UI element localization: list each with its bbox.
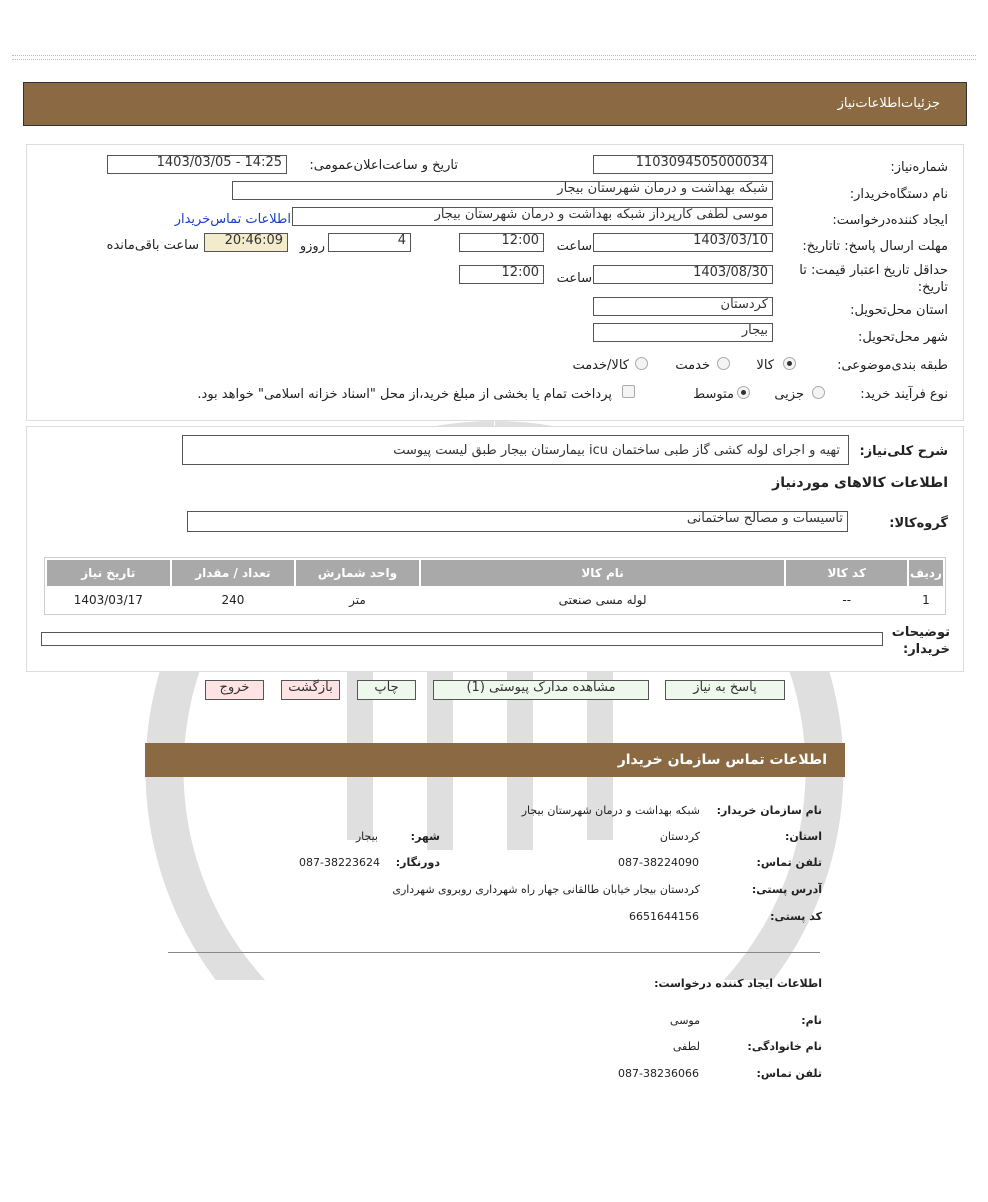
cell-row: 1 bbox=[922, 593, 930, 607]
back-button[interactable]: بازگشت bbox=[281, 680, 340, 700]
creator-name-label: نام: bbox=[801, 1014, 822, 1027]
creator-phone-value: 087-38236066 bbox=[618, 1067, 699, 1080]
creator-name-value: موسی bbox=[670, 1014, 700, 1027]
creator-family-label: نام خانوادگی: bbox=[747, 1040, 822, 1053]
page-title: جزئیات‌اطلاعات‌نیاز bbox=[837, 96, 940, 111]
col-row: ردیف bbox=[909, 560, 943, 586]
announce-label: تاریخ و ساعت‌اعلان‌عمومی: bbox=[309, 158, 458, 173]
contact-city-value: بیجار bbox=[355, 830, 378, 843]
summary-field: تهیه و اجرای لوله کشی گاز طبی ساختمان icu بیمارستان بیجار طبق لیست پیوست bbox=[182, 435, 849, 465]
fax-label: دورنگار: bbox=[395, 856, 440, 869]
announce-field: 1403/03/05 - 14:25 bbox=[107, 155, 287, 174]
city-field: بیجار bbox=[593, 323, 773, 342]
category-option-goods: کالا bbox=[756, 358, 774, 373]
category-radio-service[interactable] bbox=[717, 357, 730, 370]
phone-label: تلفن تماس: bbox=[756, 856, 822, 869]
need-number-field: 1103094505000034 bbox=[593, 155, 773, 174]
need-number-label: شماره‌نیاز: bbox=[890, 160, 948, 175]
cell-code: -- bbox=[842, 593, 852, 607]
contact-title: اطلاعات تماس سازمان خریدار bbox=[617, 752, 827, 768]
summary-label: شرح کلی‌نیاز: bbox=[859, 444, 948, 459]
org-value: شبکه بهداشت و درمان شهرستان بیجار bbox=[521, 804, 700, 817]
category-radio-goods[interactable] bbox=[783, 357, 796, 370]
process-option-minor: جزیی bbox=[774, 387, 804, 402]
deadline-time-label: ساعت bbox=[556, 239, 592, 254]
creator-phone-label: تلفن تماس: bbox=[756, 1067, 822, 1080]
validity-time-field: 12:00 bbox=[459, 265, 544, 284]
contact-header bbox=[145, 743, 845, 777]
deadline-time-field: 12:00 bbox=[459, 233, 544, 252]
cell-name: لوله مسی صنعتی bbox=[558, 593, 647, 607]
category-label: طبقه بندی‌موضوعی: bbox=[837, 358, 948, 373]
validity-date-field: 1403/08/30 bbox=[593, 265, 773, 284]
buyer-contact-link[interactable]: اطلاعات تماس‌خریدار bbox=[174, 212, 291, 227]
goods-table-frame bbox=[44, 557, 946, 615]
province-label: استان محل‌تحویل: bbox=[850, 303, 948, 318]
contact-province-label: استان: bbox=[785, 830, 822, 843]
cell-date: 1403/03/17 bbox=[73, 593, 143, 607]
contact-divider bbox=[168, 952, 820, 953]
city-label: شهر محل‌تحویل: bbox=[858, 330, 948, 345]
address-label: آدرس پستی: bbox=[751, 883, 822, 896]
print-button[interactable]: چاپ bbox=[357, 680, 416, 700]
postal-label: کد پستی: bbox=[770, 910, 822, 923]
buyer-notes-label: توضیحات خریدار: bbox=[891, 625, 950, 657]
process-option-medium: متوسط bbox=[693, 387, 734, 402]
process-radio-medium[interactable] bbox=[737, 386, 750, 399]
org-label: نام سازمان خریدار: bbox=[716, 804, 822, 817]
days-label: روزو bbox=[299, 239, 325, 254]
address-value: کردستان بیجار خیابان طالقانی جهار راه شهرداری روبروی شهرداری bbox=[392, 883, 700, 896]
treasury-checkbox[interactable] bbox=[622, 385, 635, 398]
attachments-button[interactable]: مشاهده مدارک پیوستی (1) bbox=[433, 680, 649, 700]
col-code: کد کالا bbox=[786, 560, 907, 586]
page-header bbox=[23, 82, 967, 126]
fax-value: 087-38223624 bbox=[299, 856, 380, 869]
goods-title: اطلاعات کالاهای موردنیاز bbox=[772, 475, 948, 491]
table-row bbox=[47, 588, 943, 612]
validity-time-label: ساعت bbox=[556, 271, 592, 286]
creator-info-title: اطلاعات ایجاد کننده درخواست: bbox=[654, 977, 822, 990]
cell-qty: 240 bbox=[221, 593, 245, 607]
category-option-both: کالا/خدمت bbox=[572, 358, 629, 373]
contact-city-label: شهر: bbox=[410, 830, 440, 843]
creator-label: ایجاد کننده‌درخواست: bbox=[832, 213, 948, 228]
category-option-service: خدمت bbox=[675, 358, 710, 373]
col-name: نام کالا bbox=[421, 560, 785, 586]
goods-table bbox=[45, 558, 945, 614]
deadline-date-field: 1403/03/10 bbox=[593, 233, 773, 252]
buyer-org-field: شبکه بهداشت و درمان شهرستان بیجار bbox=[232, 181, 773, 200]
contact-province-value: کردستان bbox=[659, 830, 700, 843]
col-date: تاریخ نیاز bbox=[47, 560, 170, 586]
col-unit: واحد شمارش bbox=[296, 560, 419, 586]
group-label: گروه‌کالا: bbox=[889, 516, 948, 531]
category-radio-both[interactable] bbox=[635, 357, 648, 370]
group-field: تاسیسات و مصالح ساختمانی bbox=[187, 511, 848, 532]
top-divider bbox=[12, 55, 976, 60]
days-field: 4 bbox=[328, 233, 411, 252]
remaining-label: ساعت باقی‌مانده bbox=[106, 238, 199, 253]
buyer-org-label: نام دستگاه‌خریدار: bbox=[849, 187, 948, 202]
treasury-note: پرداخت تمام یا بخشی از مبلغ خرید،از محل "اسناد خزانه اسلامی" خواهد بود. bbox=[197, 387, 612, 402]
reply-button[interactable]: پاسخ به نیاز bbox=[665, 680, 785, 700]
cell-unit: متر bbox=[349, 593, 366, 607]
creator-field: موسی لطفی کارپرداز شبکه بهداشت و درمان شهرستان بیجار bbox=[292, 207, 773, 226]
exit-button[interactable]: خروج bbox=[205, 680, 264, 700]
process-label: نوع فرآیند خرید: bbox=[860, 387, 948, 402]
deadline-label: مهلت ارسال پاسخ: تاتاریخ: bbox=[802, 239, 948, 254]
postal-value: 6651644156 bbox=[629, 910, 699, 923]
buyer-notes-field bbox=[41, 632, 883, 646]
creator-family-value: لطفی bbox=[672, 1040, 700, 1053]
validity-label: حداقل تاریخ اعتبار قیمت: تا تاریخ: bbox=[799, 263, 948, 295]
phone-value: 087-38224090 bbox=[618, 856, 699, 869]
process-radio-minor[interactable] bbox=[812, 386, 825, 399]
remaining-time-field: 20:46:09 bbox=[204, 233, 288, 252]
province-field: کردستان bbox=[593, 297, 773, 316]
col-qty: تعداد / مقدار bbox=[172, 560, 295, 586]
